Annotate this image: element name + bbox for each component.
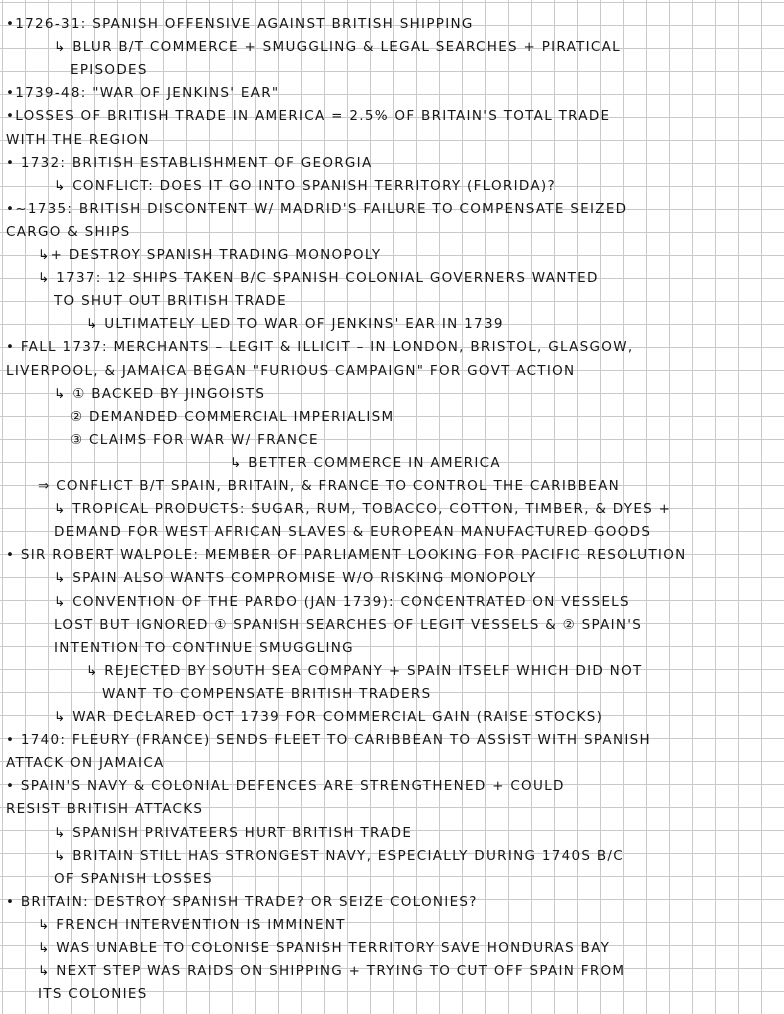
note-line: ↳ WAS UNABLE TO COLONISE SPANISH TERRITORY SAVE HONDURAS BAY <box>38 940 611 956</box>
note-line: ↳ BRITAIN STILL HAS STRONGEST NAVY, ESPECIALLY DURING 1740S B/C <box>54 847 625 864</box>
note-line: WITH THE REGION <box>6 131 150 148</box>
note-line: • SIR ROBERT WALPOLE: MEMBER OF PARLIAMENT LOOKING FOR PACIFIC RESOLUTION <box>6 547 687 564</box>
note-line: ⇒ CONFLICT B/T SPAIN, BRITAIN, & FRANCE TO CONTROL THE CARIBBEAN <box>38 478 621 494</box>
note-line: ↳ CONVENTION OF THE PARDO (JAN 1739): CONCENTRATED ON VESSELS <box>54 593 630 610</box>
note-line: WANT TO COMPENSATE BRITISH TRADERS <box>102 685 432 702</box>
note-line: •1726-31: SPANISH OFFENSIVE AGAINST BRITISH SHIPPING <box>6 16 474 32</box>
note-line: ATTACK ON JAMAICA <box>6 755 165 772</box>
note-line: ↳ REJECTED BY SOUTH SEA COMPANY + SPAIN ITSELF WHICH DID NOT <box>86 662 643 679</box>
note-line: ↳ TROPICAL PRODUCTS: SUGAR, RUM, TOBACCO, COTTON, TIMBER, & DYES + <box>54 501 672 518</box>
note-line: LOST BUT IGNORED ① SPANISH SEARCHES OF LEGIT VESSELS & ② SPAIN'S <box>54 616 643 633</box>
note-line: ↳ ① BACKED BY JINGOISTS <box>54 385 266 402</box>
note-line: • SPAIN'S NAVY & COLONIAL DEFENCES ARE STRENGTHENED + COULD <box>6 778 565 795</box>
note-line: ITS COLONIES <box>38 986 148 1003</box>
note-line: ↳+ DESTROY SPANISH TRADING MONOPOLY <box>38 247 382 263</box>
note-line: OF SPANISH LOSSES <box>54 870 213 887</box>
note-line: • 1740: FLEURY (FRANCE) SENDS FLEET TO CARIBBEAN TO ASSIST WITH SPANISH <box>6 732 651 749</box>
note-line: ↳ NEXT STEP WAS RAIDS ON SHIPPING + TRYING TO CUT OFF SPAIN FROM <box>38 963 626 980</box>
note-line: •1739-48: "WAR OF JENKINS' EAR" <box>6 85 280 102</box>
note-line: ↳ CONFLICT: DOES IT GO INTO SPANISH TERRITORY (FLORIDA)? <box>54 177 556 194</box>
note-line: ↳ WAR DECLARED OCT 1739 FOR COMMERCIAL GAIN (RAISE STOCKS) <box>54 709 604 725</box>
note-line: DEMAND FOR WEST AFRICAN SLAVES & EUROPEAN MANUFACTURED GOODS <box>54 524 652 541</box>
note-line: ↳ SPAIN ALSO WANTS COMPROMISE W/O RISKING MONOPOLY <box>54 570 537 587</box>
note-line: ↳ SPANISH PRIVATEERS HURT BRITISH TRADE <box>54 824 413 841</box>
note-line: ③ CLAIMS FOR WAR W/ FRANCE <box>70 431 319 448</box>
note-line: CARGO & SHIPS <box>6 223 131 240</box>
note-line: ↳ BETTER COMMERCE IN AMERICA <box>230 454 501 471</box>
note-line: INTENTION TO CONTINUE SMUGGLING <box>54 639 354 656</box>
note-line: ↳ FRENCH INTERVENTION IS IMMINENT <box>38 916 346 933</box>
note-line: •~1735: BRITISH DISCONTENT W/ MADRID'S FAILURE TO COMPENSATE SEIZED <box>6 200 628 217</box>
note-line: ↳ ULTIMATELY LED TO WAR OF JENKINS' EAR IN 1739 <box>86 316 504 333</box>
note-line: ↳ BLUR B/T COMMERCE + SMUGGLING & LEGAL SEARCHES + PIRATICAL <box>54 39 621 56</box>
note-line: •LOSSES OF BRITISH TRADE IN AMERICA = 2.5% OF BRITAIN'S TOTAL TRADE <box>6 108 611 125</box>
note-line: • 1732: BRITISH ESTABLISHMENT OF GEORGIA <box>6 154 373 171</box>
note-line: • BRITAIN: DESTROY SPANISH TRADE? OR SEIZE COLONIES? <box>6 893 478 910</box>
note-line: ↳ 1737: 12 SHIPS TAKEN B/C SPANISH COLONIAL GOVERNERS WANTED <box>38 270 599 287</box>
note-line: TO SHUT OUT BRITISH TRADE <box>54 293 287 310</box>
note-line: LIVERPOOL, & JAMAICA BEGAN "FURIOUS CAMPAIGN" FOR GOVT ACTION <box>6 362 576 379</box>
note-line: RESIST BRITISH ATTACKS <box>6 801 204 818</box>
note-line: ② DEMANDED COMMERCIAL IMPERIALISM <box>70 408 395 425</box>
note-line: EPISODES <box>70 62 148 79</box>
note-line: • FALL 1737: MERCHANTS – LEGIT & ILLICIT – IN LONDON, BRISTOL, GLASGOW, <box>6 339 634 356</box>
